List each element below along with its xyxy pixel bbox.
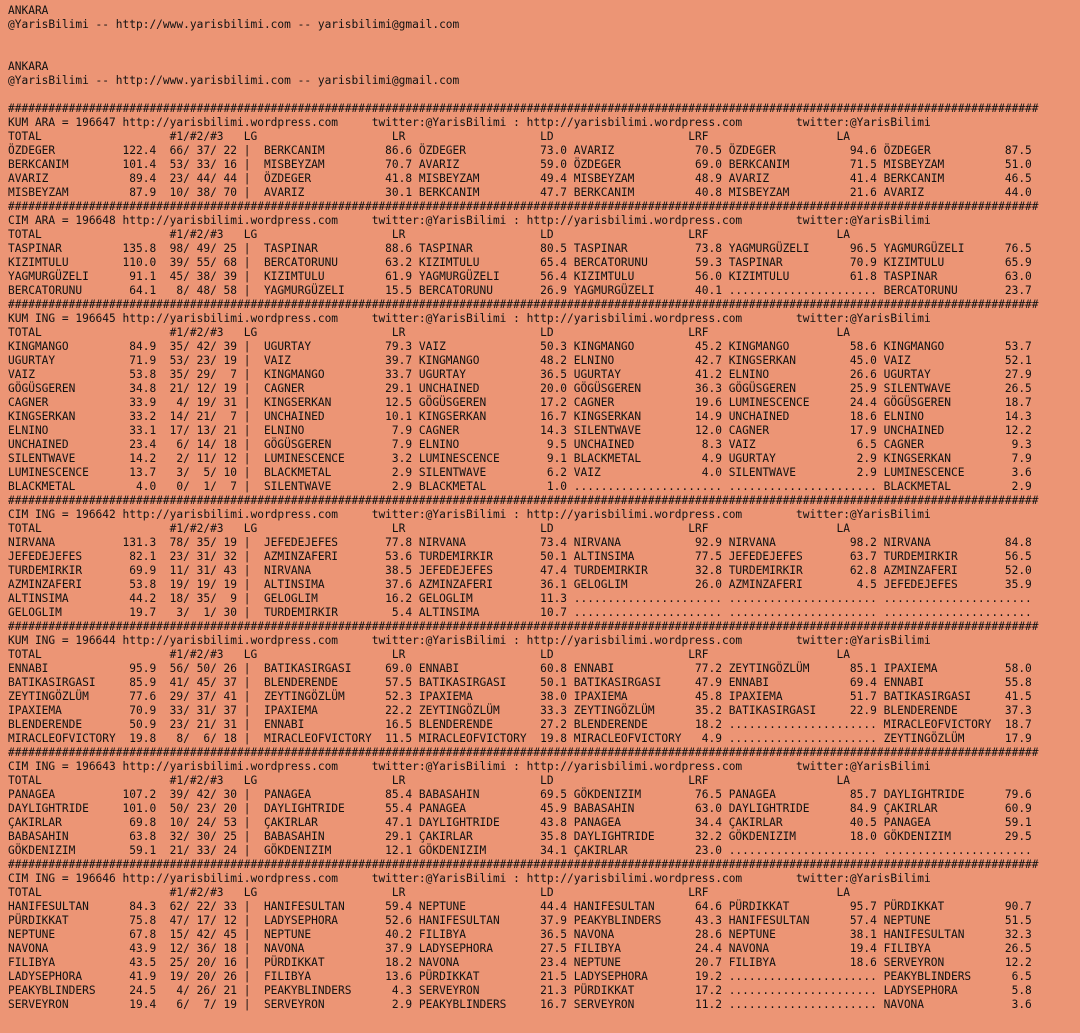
table-row: JEFEDEJEFES 82.1 23/ 31/ 32 | AZMINZAFERI 53.6 TURDEMIRKIR 50.1 ALTINSIMA 77.5 JEFEDEJEFES 63.7 TURDEMIRKIR 56.5	[8, 550, 1032, 563]
separator-line: #########################################################################################################################################################	[8, 298, 1039, 311]
table-row: BERKCANIM 101.4 53/ 33/ 16 | MISBEYZAM 70.7 AVARIZ 59.0 ÖZDEGER 69.0 BERKCANIM 71.5 MISBEYZAM 51.0	[8, 158, 1032, 171]
table-row: TURDEMIRKIR 69.9 11/ 31/ 43 | NIRVANA 38.5 JEFEDEJEFES 47.4 TURDEMIRKIR 32.8 TURDEMIRKIR 62.8 AZMINZAFERI 52.0	[8, 564, 1032, 577]
table-row: CAGNER 33.9 4/ 19/ 31 | KINGSERKAN 12.5 GÖGÜSGEREN 17.2 CAGNER 19.6 LUMINESCENCE 24.4 GÖGÜSGEREN 18.7	[8, 396, 1032, 409]
table-row: PEAKYBLINDERS 24.5 4/ 26/ 21 | PEAKYBLINDERS 4.3 SERVEYRON 21.3 PÜRDIKKAT 17.2 ...................... LADYSEPHORA 5.8	[8, 984, 1032, 997]
race-title: KUM ING = 196645 http://yarisbilimi.wordpress.com twitter:@YarisBilimi : http://yarisbilimi.wordpress.com twitter:@YarisBilimi	[8, 312, 931, 325]
table-row: LUMINESCENCE 13.7 3/ 5/ 10 | BLACKMETAL 2.9 SILENTWAVE 6.2 VAIZ 4.0 SILENTWAVE 2.9 LUMINESCENCE 3.6	[8, 466, 1032, 479]
table-row: PANAGEA 107.2 39/ 42/ 30 | PANAGEA 85.4 BABASAHIN 69.5 GÖKDENIZIM 76.5 PANAGEA 85.7 DAYLIGHTRIDE 79.6	[8, 788, 1032, 801]
table-row: NIRVANA 131.3 78/ 35/ 19 | JEFEDEJEFES 77.8 NIRVANA 73.4 NIRVANA 92.9 NIRVANA 98.2 NIRVANA 84.8	[8, 536, 1032, 549]
table-row: MISBEYZAM 87.9 10/ 38/ 70 | AVARIZ 30.1 BERKCANIM 47.7 BERKCANIM 40.8 MISBEYZAM 21.6 AVARIZ 44.0	[8, 186, 1032, 199]
race-title: KUM ING = 196644 http://yarisbilimi.wordpress.com twitter:@YarisBilimi : http://yarisbilimi.wordpress.com twitter:@YarisBilimi	[8, 634, 931, 647]
header-city: ANKARA	[8, 60, 49, 73]
table-row: GÖKDENIZIM 59.1 21/ 33/ 24 | GÖKDENIZIM 12.1 GÖKDENIZIM 34.1 ÇAKIRLAR 23.0 ...................... ......................	[8, 844, 1032, 857]
header-city: ANKARA	[8, 4, 49, 17]
column-header: TOTAL #1/#2/#3 LG LR LD LRF LA	[8, 648, 850, 661]
table-row: ZEYTINGÖZLÜM 77.6 29/ 37/ 41 | ZEYTINGÖZLÜM 52.3 IPAXIEMA 38.0 IPAXIEMA 45.8 IPAXIEMA 51.7 BATIKASIRGASI 41.5	[8, 690, 1032, 703]
column-header: TOTAL #1/#2/#3 LG LR LD LRF LA	[8, 522, 850, 535]
table-row: AZMINZAFERI 53.8 19/ 19/ 19 | ALTINSIMA 37.6 AZMINZAFERI 36.1 GELOGLIM 26.0 AZMINZAFERI 4.5 JEFEDEJEFES 35.9	[8, 578, 1032, 591]
separator-line: #########################################################################################################################################################	[8, 494, 1039, 507]
race-title: KUM ARA = 196647 http://yarisbilimi.wordpress.com twitter:@YarisBilimi : http://yarisbilimi.wordpress.com twitter:@YarisBilimi	[8, 116, 931, 129]
table-row: BLENDERENDE 50.9 23/ 21/ 31 | ENNABI 16.5 BLENDERENDE 27.2 BLENDERENDE 18.2 ...................... MIRACLEOFVICTORY 18.7	[8, 718, 1032, 731]
race-section	[8, 858, 1080, 1012]
race-title: CIM ING = 196643 http://yarisbilimi.wordpress.com twitter:@YarisBilimi : http://yarisbilimi.wordpress.com twitter:@YarisBilimi	[8, 760, 931, 773]
race-section	[8, 298, 1080, 494]
table-row: NEPTUNE 67.8 15/ 42/ 45 | NEPTUNE 40.2 FILIBYA 36.5 NAVONA 28.6 NEPTUNE 38.1 HANIFESULTAN 32.3	[8, 928, 1032, 941]
table-row: BATIKASIRGASI 85.9 41/ 45/ 37 | BLENDERENDE 57.5 BATIKASIRGASI 50.1 BATIKASIRGASI 47.9 ENNABI 69.4 ENNABI 55.8	[8, 676, 1032, 689]
table-row: IPAXIEMA 70.9 33/ 31/ 37 | IPAXIEMA 22.2 ZEYTINGÖZLÜM 33.3 ZEYTINGÖZLÜM 35.2 BATIKASIRGASI 22.9 BLENDERENDE 37.3	[8, 704, 1032, 717]
table-row: ALTINSIMA 44.2 18/ 35/ 9 | GELOGLIM 16.2 GELOGLIM 11.3 ...................... ...................... ......................	[8, 592, 1032, 605]
table-row: ENNABI 95.9 56/ 50/ 26 | BATIKASIRGASI 69.0 ENNABI 60.8 ENNABI 77.2 ZEYTINGÖZLÜM 85.1 IPAXIEMA 58.0	[8, 662, 1032, 675]
table-row: BABASAHIN 63.8 32/ 30/ 25 | BABASAHIN 29.1 ÇAKIRLAR 35.8 DAYLIGHTRIDE 32.2 GÖKDENIZIM 18.0 GÖKDENIZIM 29.5	[8, 830, 1032, 843]
table-row: LADYSEPHORA 41.9 19/ 20/ 26 | FILIBYA 13.6 PÜRDIKKAT 21.5 LADYSEPHORA 19.2 ...................... PEAKYBLINDERS 6.5	[8, 970, 1032, 983]
table-row: TASPINAR 135.8 98/ 49/ 25 | TASPINAR 88.6 TASPINAR 80.5 TASPINAR 73.8 YAGMURGÜZELI 96.5 YAGMURGÜZELI 76.5	[8, 242, 1032, 255]
table-row: HANIFESULTAN 84.3 62/ 22/ 33 | HANIFESULTAN 59.4 NEPTUNE 44.4 HANIFESULTAN 64.6 PÜRDIKKAT 95.7 PÜRDIKKAT 90.7	[8, 900, 1032, 913]
table-row: FILIBYA 43.5 25/ 20/ 16 | PÜRDIKKAT 18.2 NAVONA 23.4 NEPTUNE 20.7 FILIBYA 18.6 SERVEYRON 12.2	[8, 956, 1032, 969]
column-header: TOTAL #1/#2/#3 LG LR LD LRF LA	[8, 886, 850, 899]
race-section	[8, 620, 1080, 746]
column-header: TOTAL #1/#2/#3 LG LR LD LRF LA	[8, 228, 850, 241]
separator-line: #########################################################################################################################################################	[8, 620, 1039, 633]
table-row: GÖGÜSGEREN 34.8 21/ 12/ 19 | CAGNER 29.1 UNCHAINED 20.0 GÖGÜSGEREN 36.3 GÖGÜSGEREN 25.9 SILENTWAVE 26.5	[8, 382, 1032, 395]
race-title: CIM ING = 196646 http://yarisbilimi.wordpress.com twitter:@YarisBilimi : http://yarisbilimi.wordpress.com twitter:@YarisBilimi	[8, 872, 931, 885]
race-sections	[8, 102, 1080, 1012]
race-section	[8, 746, 1080, 858]
table-row: SILENTWAVE 14.2 2/ 11/ 12 | LUMINESCENCE 3.2 LUMINESCENCE 9.1 BLACKMETAL 4.9 UGURTAY 2.9 KINGSERKAN 7.9	[8, 452, 1032, 465]
race-title: CIM ARA = 196648 http://yarisbilimi.wordpress.com twitter:@YarisBilimi : http://yarisbilimi.wordpress.com twitter:@YarisBilimi	[8, 214, 931, 227]
table-row: KINGMANGO 84.9 35/ 42/ 39 | UGURTAY 79.3 VAIZ 50.3 KINGMANGO 45.2 KINGMANGO 58.6 KINGMANGO 53.7	[8, 340, 1032, 353]
table-row: BERCATORUNU 64.1 8/ 48/ 58 | YAGMURGÜZELI 15.5 BERCATORUNU 26.9 YAGMURGÜZELI 40.1 ...................... BERCATORUNU 23.7	[8, 284, 1032, 297]
table-row: DAYLIGHTRIDE 101.0 50/ 23/ 20 | DAYLIGHTRIDE 55.4 PANAGEA 45.9 BABASAHIN 63.0 DAYLIGHTRIDE 84.9 ÇAKIRLAR 60.9	[8, 802, 1032, 815]
column-header: TOTAL #1/#2/#3 LG LR LD LRF LA	[8, 326, 850, 339]
header-contact: @YarisBilimi -- http://www.yarisbilimi.com -- yarisbilimi@gmail.com	[8, 74, 460, 87]
table-row: SERVEYRON 19.4 6/ 7/ 19 | SERVEYRON 2.9 PEAKYBLINDERS 16.7 SERVEYRON 11.2 ...................... NAVONA 3.6	[8, 998, 1032, 1011]
race-section	[8, 102, 1080, 200]
column-header: TOTAL #1/#2/#3 LG LR LD LRF LA	[8, 130, 850, 143]
table-row: BLACKMETAL 4.0 0/ 1/ 7 | SILENTWAVE 2.9 BLACKMETAL 1.0 ...................... ...................... BLACKMETAL 2.9	[8, 480, 1032, 493]
table-row: NAVONA 43.9 12/ 36/ 18 | NAVONA 37.9 LADYSEPHORA 27.5 FILIBYA 24.4 NAVONA 19.4 FILIBYA 26.5	[8, 942, 1032, 955]
table-row: UNCHAINED 23.4 6/ 14/ 18 | GÖGÜSGEREN 7.9 ELNINO 9.5 UNCHAINED 8.3 VAIZ 6.5 CAGNER 9.3	[8, 438, 1032, 451]
table-row: YAGMURGÜZELI 91.1 45/ 38/ 39 | KIZIMTULU 61.9 YAGMURGÜZELI 56.4 KIZIMTULU 56.0 KIZIMTULU 61.8 TASPINAR 63.0	[8, 270, 1032, 283]
race-title: CIM ING = 196642 http://yarisbilimi.wordpress.com twitter:@YarisBilimi : http://yarisbilimi.wordpress.com twitter:@YarisBilimi	[8, 508, 931, 521]
table-row: GELOGLIM 19.7 3/ 1/ 30 | TURDEMIRKIR 5.4 ALTINSIMA 10.7 ...................... ...................... ......................	[8, 606, 1032, 619]
header-contact: @YarisBilimi -- http://www.yarisbilimi.com -- yarisbilimi@gmail.com	[8, 18, 460, 31]
race-section	[8, 494, 1080, 620]
table-row: MIRACLEOFVICTORY 19.8 8/ 6/ 18 | MIRACLEOFVICTORY 11.5 MIRACLEOFVICTORY 19.8 MIRACLEOFVICTORY 4.9 ...................... ZEYTINGÖZLÜM 17.9	[8, 732, 1032, 745]
table-row: VAIZ 53.8 35/ 29/ 7 | KINGMANGO 33.7 UGURTAY 36.5 UGURTAY 41.2 ELNINO 26.6 UGURTAY 27.9	[8, 368, 1032, 381]
table-row: ÇAKIRLAR 69.8 10/ 24/ 53 | ÇAKIRLAR 47.1 DAYLIGHTRIDE 43.8 PANAGEA 34.4 ÇAKIRLAR 40.5 PANAGEA 59.1	[8, 816, 1032, 829]
separator-line: #########################################################################################################################################################	[8, 746, 1039, 759]
table-row: UGURTAY 71.9 53/ 23/ 19 | VAIZ 39.7 KINGMANGO 48.2 ELNINO 42.7 KINGSERKAN 45.0 VAIZ 52.1	[8, 354, 1032, 367]
table-row: KIZIMTULU 110.0 39/ 55/ 68 | BERCATORUNU 63.2 KIZIMTULU 65.4 BERCATORUNU 59.3 TASPINAR 70.9 KIZIMTULU 65.9	[8, 256, 1032, 269]
separator-line: #########################################################################################################################################################	[8, 858, 1039, 871]
separator-line: #########################################################################################################################################################	[8, 102, 1039, 115]
separator-line: #########################################################################################################################################################	[8, 200, 1039, 213]
column-header: TOTAL #1/#2/#3 LG LR LD LRF LA	[8, 774, 850, 787]
table-row: ÖZDEGER 122.4 66/ 37/ 22 | BERKCANIM 86.6 ÖZDEGER 73.0 AVARIZ 70.5 ÖZDEGER 94.6 ÖZDEGER 87.5	[8, 144, 1032, 157]
table-row: PÜRDIKKAT 75.8 47/ 17/ 12 | LADYSEPHORA 52.6 HANIFESULTAN 37.9 PEAKYBLINDERS 43.3 HANIFESULTAN 57.4 NEPTUNE 51.5	[8, 914, 1032, 927]
table-row: AVARIZ 89.4 23/ 44/ 44 | ÖZDEGER 41.8 MISBEYZAM 49.4 MISBEYZAM 48.9 AVARIZ 41.4 BERKCANIM 46.5	[8, 172, 1032, 185]
race-section	[8, 200, 1080, 298]
table-row: KINGSERKAN 33.2 14/ 21/ 7 | UNCHAINED 10.1 KINGSERKAN 16.7 KINGSERKAN 14.9 UNCHAINED 18.6 ELNINO 14.3	[8, 410, 1032, 423]
table-row: ELNINO 33.1 17/ 13/ 21 | ELNINO 7.9 CAGNER 14.3 SILENTWAVE 12.0 CAGNER 17.9 UNCHAINED 12.2	[8, 424, 1032, 437]
